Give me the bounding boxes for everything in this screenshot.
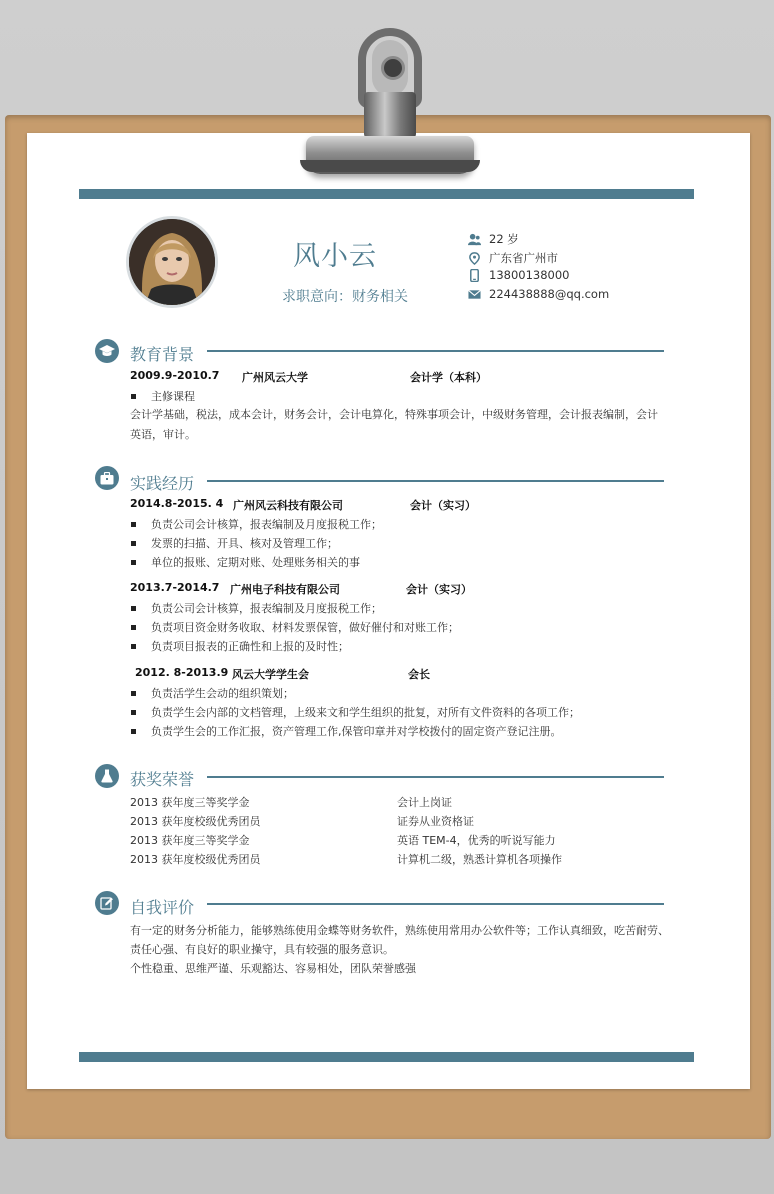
self-line1: 有一定的财务分析能力，能够熟练使用金蝶等财务软件，熟练使用常用办公软件等；工作认真细致，吃苦耐劳、 [130, 924, 669, 937]
location-pin-icon [468, 252, 481, 265]
job-role: 会长 [408, 668, 430, 681]
job-period: 2013.7-2014.7 [130, 581, 220, 594]
award-item: 2013 获年度校级优秀团员 [130, 815, 261, 828]
experience-divider [207, 480, 664, 482]
self-title: 自我评价 [130, 898, 195, 917]
clip-neck [364, 92, 416, 138]
user-icon [468, 233, 481, 246]
certificate-item: 英语 TEM-4，优秀的听说写能力 [397, 834, 556, 847]
job-duty: 负责学生会的工作汇报，资产管理工作,保管印章并对学校拨付的固定资产登记注册。 [131, 723, 562, 739]
award-item: 2013 获年度三等奖学金 [130, 796, 250, 809]
job-duty: 单位的报账、定期对账、处理账务相关的事 [131, 554, 360, 570]
job-duty: 负责项目报表的正确性和上报的及时性； [131, 638, 349, 654]
job-role: 会计（实习） [406, 583, 472, 596]
education-title: 教育背景 [130, 345, 195, 364]
job-company: 风云大学学生会 [232, 668, 309, 681]
avatar-portrait [129, 219, 215, 305]
edu-major: 会计学（本科） [410, 371, 487, 384]
edu-courses-line1: 会计学基础，税法，成本会计，财务会计，会计电算化，特殊事项会计，中级财务管理，会计报表编制，会计 [130, 408, 658, 421]
experience-section-icon [95, 466, 119, 490]
certificate-item: 证券从业资格证 [397, 815, 474, 828]
info-age [468, 231, 519, 247]
location-text: 广东省广州市 [489, 251, 558, 265]
self-line2: 责任心强、有良好的职业操守，具有较强的服务意识。 [130, 943, 394, 956]
info-phone [468, 268, 569, 282]
job-duty: 负责公司会计核算，报表编制及月度报税工作； [131, 600, 382, 616]
job-duty: 负责公司会计核算，报表编制及月度报税工作； [131, 516, 382, 532]
phone-text: 13800138000 [489, 268, 570, 282]
job-duty: 负责学生会内部的文档管理，上级来文和学生组织的批复，对所有文件资料的各项工作； [131, 704, 580, 720]
clip-hole [381, 56, 405, 80]
certificate-item: 会计上岗证 [397, 796, 452, 809]
experience-title: 实践经历 [130, 474, 195, 493]
self-line3: 个性稳重、思维严谨、乐观豁达、容易相处，团队荣誉感强 [130, 962, 416, 975]
awards-divider [207, 776, 664, 778]
self-section-icon [95, 891, 119, 915]
phone-icon [468, 269, 481, 282]
age-text: 22 岁 [489, 232, 519, 246]
certificate-item: 计算机二级，熟悉计算机各项操作 [397, 853, 562, 866]
edu-bullet: 主修课程 [131, 388, 195, 404]
edu-school: 广州风云大学 [242, 371, 308, 384]
education-divider [207, 350, 664, 352]
graduation-cap-icon [99, 344, 115, 358]
job-period: 2012. 8-2013.9 [135, 666, 229, 679]
edu-period: 2009.9-2010.7 [130, 369, 220, 382]
email-text: 224438888@qq.com [489, 287, 610, 301]
job-objective: 求职意向：财务相关 [282, 289, 408, 305]
top-accent-bar [79, 189, 694, 199]
briefcase-icon [100, 472, 114, 485]
job-duty: 发票的扫描、开具、核对及管理工作； [131, 535, 338, 551]
job-company: 广州风云科技有限公司 [233, 499, 343, 512]
bottom-accent-bar [79, 1052, 694, 1062]
education-section-icon [95, 339, 119, 363]
mail-icon [468, 288, 481, 301]
award-item: 2013 获年度校级优秀团员 [130, 853, 261, 866]
job-duty: 负责活学生会动的组织策划； [131, 685, 294, 701]
awards-section-icon [95, 764, 119, 788]
award-item: 2013 获年度三等奖学金 [130, 834, 250, 847]
job-duty: 负责项目资金财务收取、材料发票保管，做好催付和对账工作； [131, 619, 459, 635]
clip-lip [300, 160, 480, 172]
info-location [468, 250, 558, 266]
flask-icon [101, 769, 113, 783]
self-divider [207, 903, 664, 905]
edu-courses-line2: 英语，审计。 [130, 428, 196, 441]
pencil-icon [100, 896, 114, 910]
avatar [126, 216, 218, 308]
candidate-name: 风小云 [293, 241, 377, 272]
info-email [468, 287, 609, 301]
awards-title: 获奖荣誉 [130, 770, 195, 789]
job-company: 广州电子科技有限公司 [230, 583, 340, 596]
job-period: 2014.8-2015. 4 [130, 497, 224, 510]
job-role: 会计（实习） [410, 499, 476, 512]
